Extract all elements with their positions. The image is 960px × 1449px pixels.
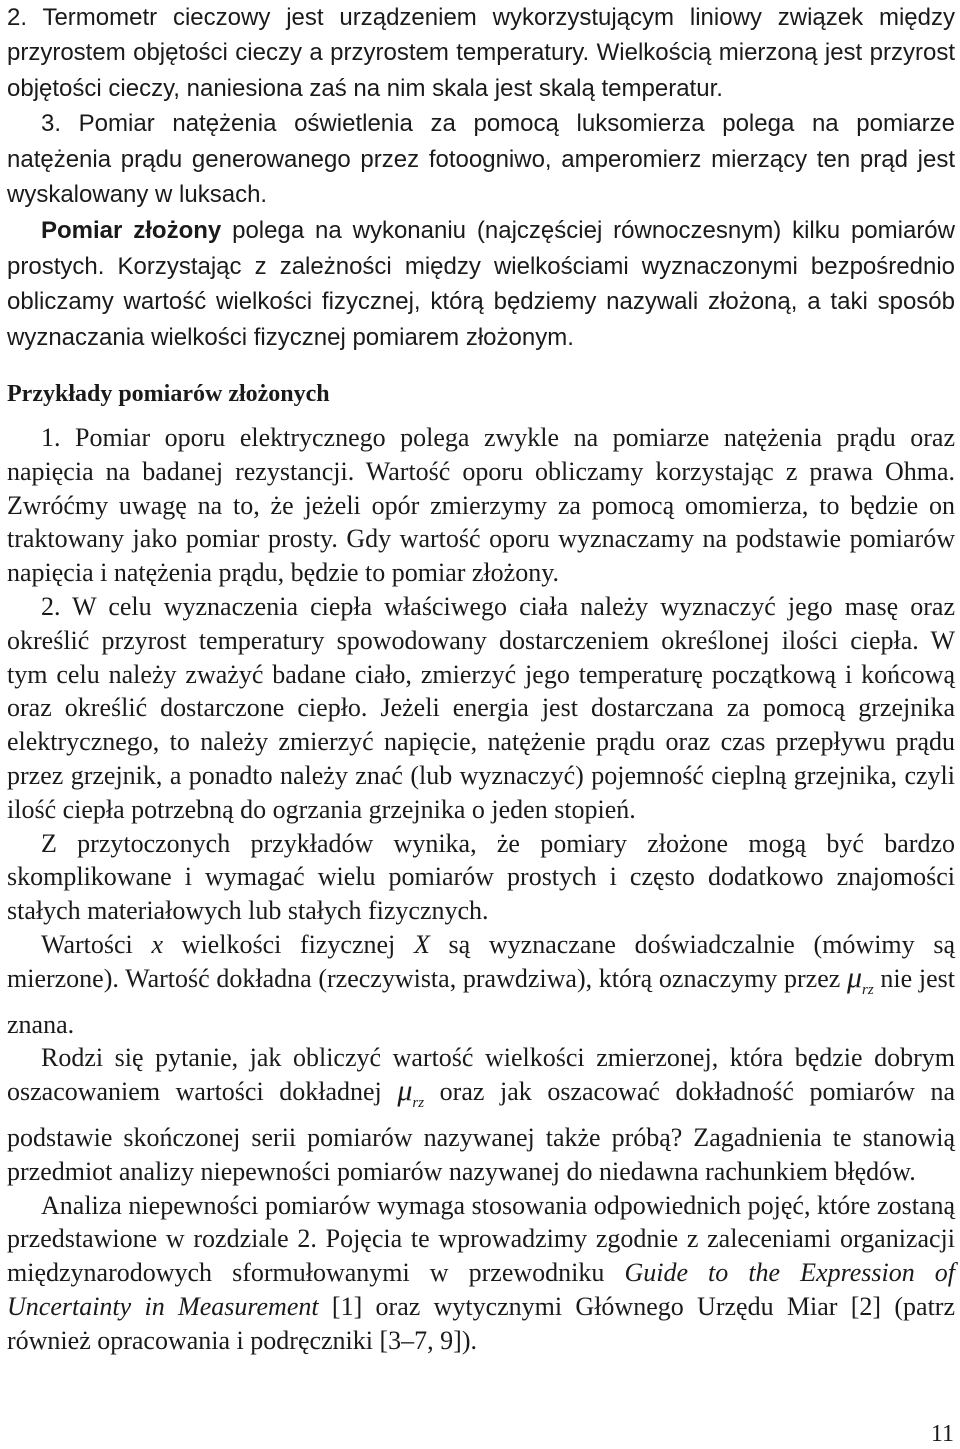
symbol-mu-subscript: rz: [862, 981, 874, 998]
section-heading: Przykłady pomiarów złożonych: [7, 381, 330, 408]
symbol-mu: μ: [846, 960, 863, 994]
paragraph-question: [7, 1041, 955, 1188]
symbol-mu-subscript: rz: [412, 1095, 425, 1112]
text-span: nie jest znana.: [7, 963, 955, 1039]
guide-title: Guide to the Expression of Uncertainty in Measurement: [7, 1258, 955, 1321]
paragraph-complex-measurement: [7, 213, 955, 355]
text-span: Rodzi się pytanie, jak obliczyć wartość wielkości zmierzonej, która będzie dobrym oszacowaniem wartości dokładnej: [7, 1043, 955, 1107]
symbol-mu: μ: [397, 1074, 413, 1108]
paragraph-measured-values: [7, 928, 955, 1041]
text-span: wielkości fizycznej: [163, 930, 414, 960]
symbol-X: X: [413, 930, 430, 960]
symbol-x: x: [151, 930, 163, 960]
text-span: [1] oraz wytycznymi Głównego Urzędu Miar [2] (patrz również opracowania i podręczniki [3–7, 9]).: [7, 1291, 955, 1355]
page-content: [7, 0, 955, 1358]
text-span: Wartości: [41, 930, 152, 960]
paragraph-resistance-example: 1. Pomiar oporu elektrycznego polega zwykle na pomiarze natężenia prądu oraz napięcia na badanej rezystancji. Wartość oporu obliczamy korzystając z prawa Ohma. Zwróćmy uwagę na to, że jeżeli opór zmierzymy za pomocą omomierza, to będzie on traktowany jako pomiar prosty. Gdy wartość oporu wyznaczamy na podstawie pomiarów napięcia i natężenia prądu, będzie to pomiar złożony.: [7, 423, 955, 588]
page-number: 11: [930, 1421, 954, 1447]
term-complex-measurement: Pomiar złożony: [41, 217, 222, 245]
paragraph-uncertainty-analysis: [7, 1189, 955, 1358]
paragraph-complexity: Z przytoczonych przykładów wynika, że pomiary złożone mogą być bardzo skomplikowane i wymagać wielu pomiarów prostych i często dodatkowo znajomości stałych materiałowych lub stałych fizycznych.: [7, 828, 955, 926]
paragraph-complex-measurement-text: polega na wykonaniu (najczęściej równoczesnym) kilku pomiarów prostych. Korzystając z zależności między wielkościami wyznaczonymi bezpośrednio obliczamy wartość wielkości fizycznej, którą będziemy nazywali złożoną, a taki sposób wyznaczania wielkości fizycznej pomiarem złożonym.: [7, 217, 955, 351]
text-span: oraz jak oszacować dokładność pomiarów na podstawie skończonej serii pomiarów nazywanej także próbą? Zagadnienia te stanowią przedmiot analizy niepewności pomiarów nazywanej do niedawna rachunkiem błędów.: [7, 1077, 955, 1186]
text-span: są wyznaczane doświadczalnie (mówimy są mierzone). Wartość dokładna (rzeczywista, prawdziwa), którą oznaczymy przez: [7, 930, 955, 993]
paragraph-specific-heat-example: 2. W celu wyznaczenia ciepła właściwego ciała należy wyznaczyć jego masę oraz określić przyrost temperatury spowodowany dostarczeniem określonej ilości ciepła. W tym celu należy zważyć badane ciało, zmierzyć jego temperaturę początkową i końcową oraz określić dostarczone ciepło. Jeżeli energia jest dostarczana za pomocą grzejnika elektrycznego, to należy zmierzyć napięcie, natężenie prądu oraz czas przepływu prądu przez grzejnik, a ponadto należy znać (lub wyznaczyć) pojemność cieplną grzejnika, czyli ilość ciepła potrzebną do ogrzania grzejnika o jeden stopień.: [7, 592, 955, 824]
paragraph-luxmeter: 3. Pomiar natężenia oświetlenia za pomocą luksomierza polega na pomiarze natężenia prądu generowanego przez fotoogniwo, amperomierz mierzący ten prąd jest wyskalowany w luksach.: [7, 110, 955, 209]
text-span: Analiza niepewności pomiarów wymaga stosowania odpowiednich pojęć, które zostaną przedstawione w rozdziale 2. Pojęcia te wprowadzimy zgodnie z zaleceniami organizacji międzynarodowych sformułowanymi w przewodniku: [7, 1190, 955, 1288]
paragraph-thermometer: 2. Termometr cieczowy jest urządzeniem wykorzystującym liniowy związek między przyrostem objętości cieczy a przyrostem temperatury. Wielkością mierzoną jest przyrost objętości cieczy, naniesiona zaś na nim skala jest skalą temperatur.: [7, 4, 955, 102]
